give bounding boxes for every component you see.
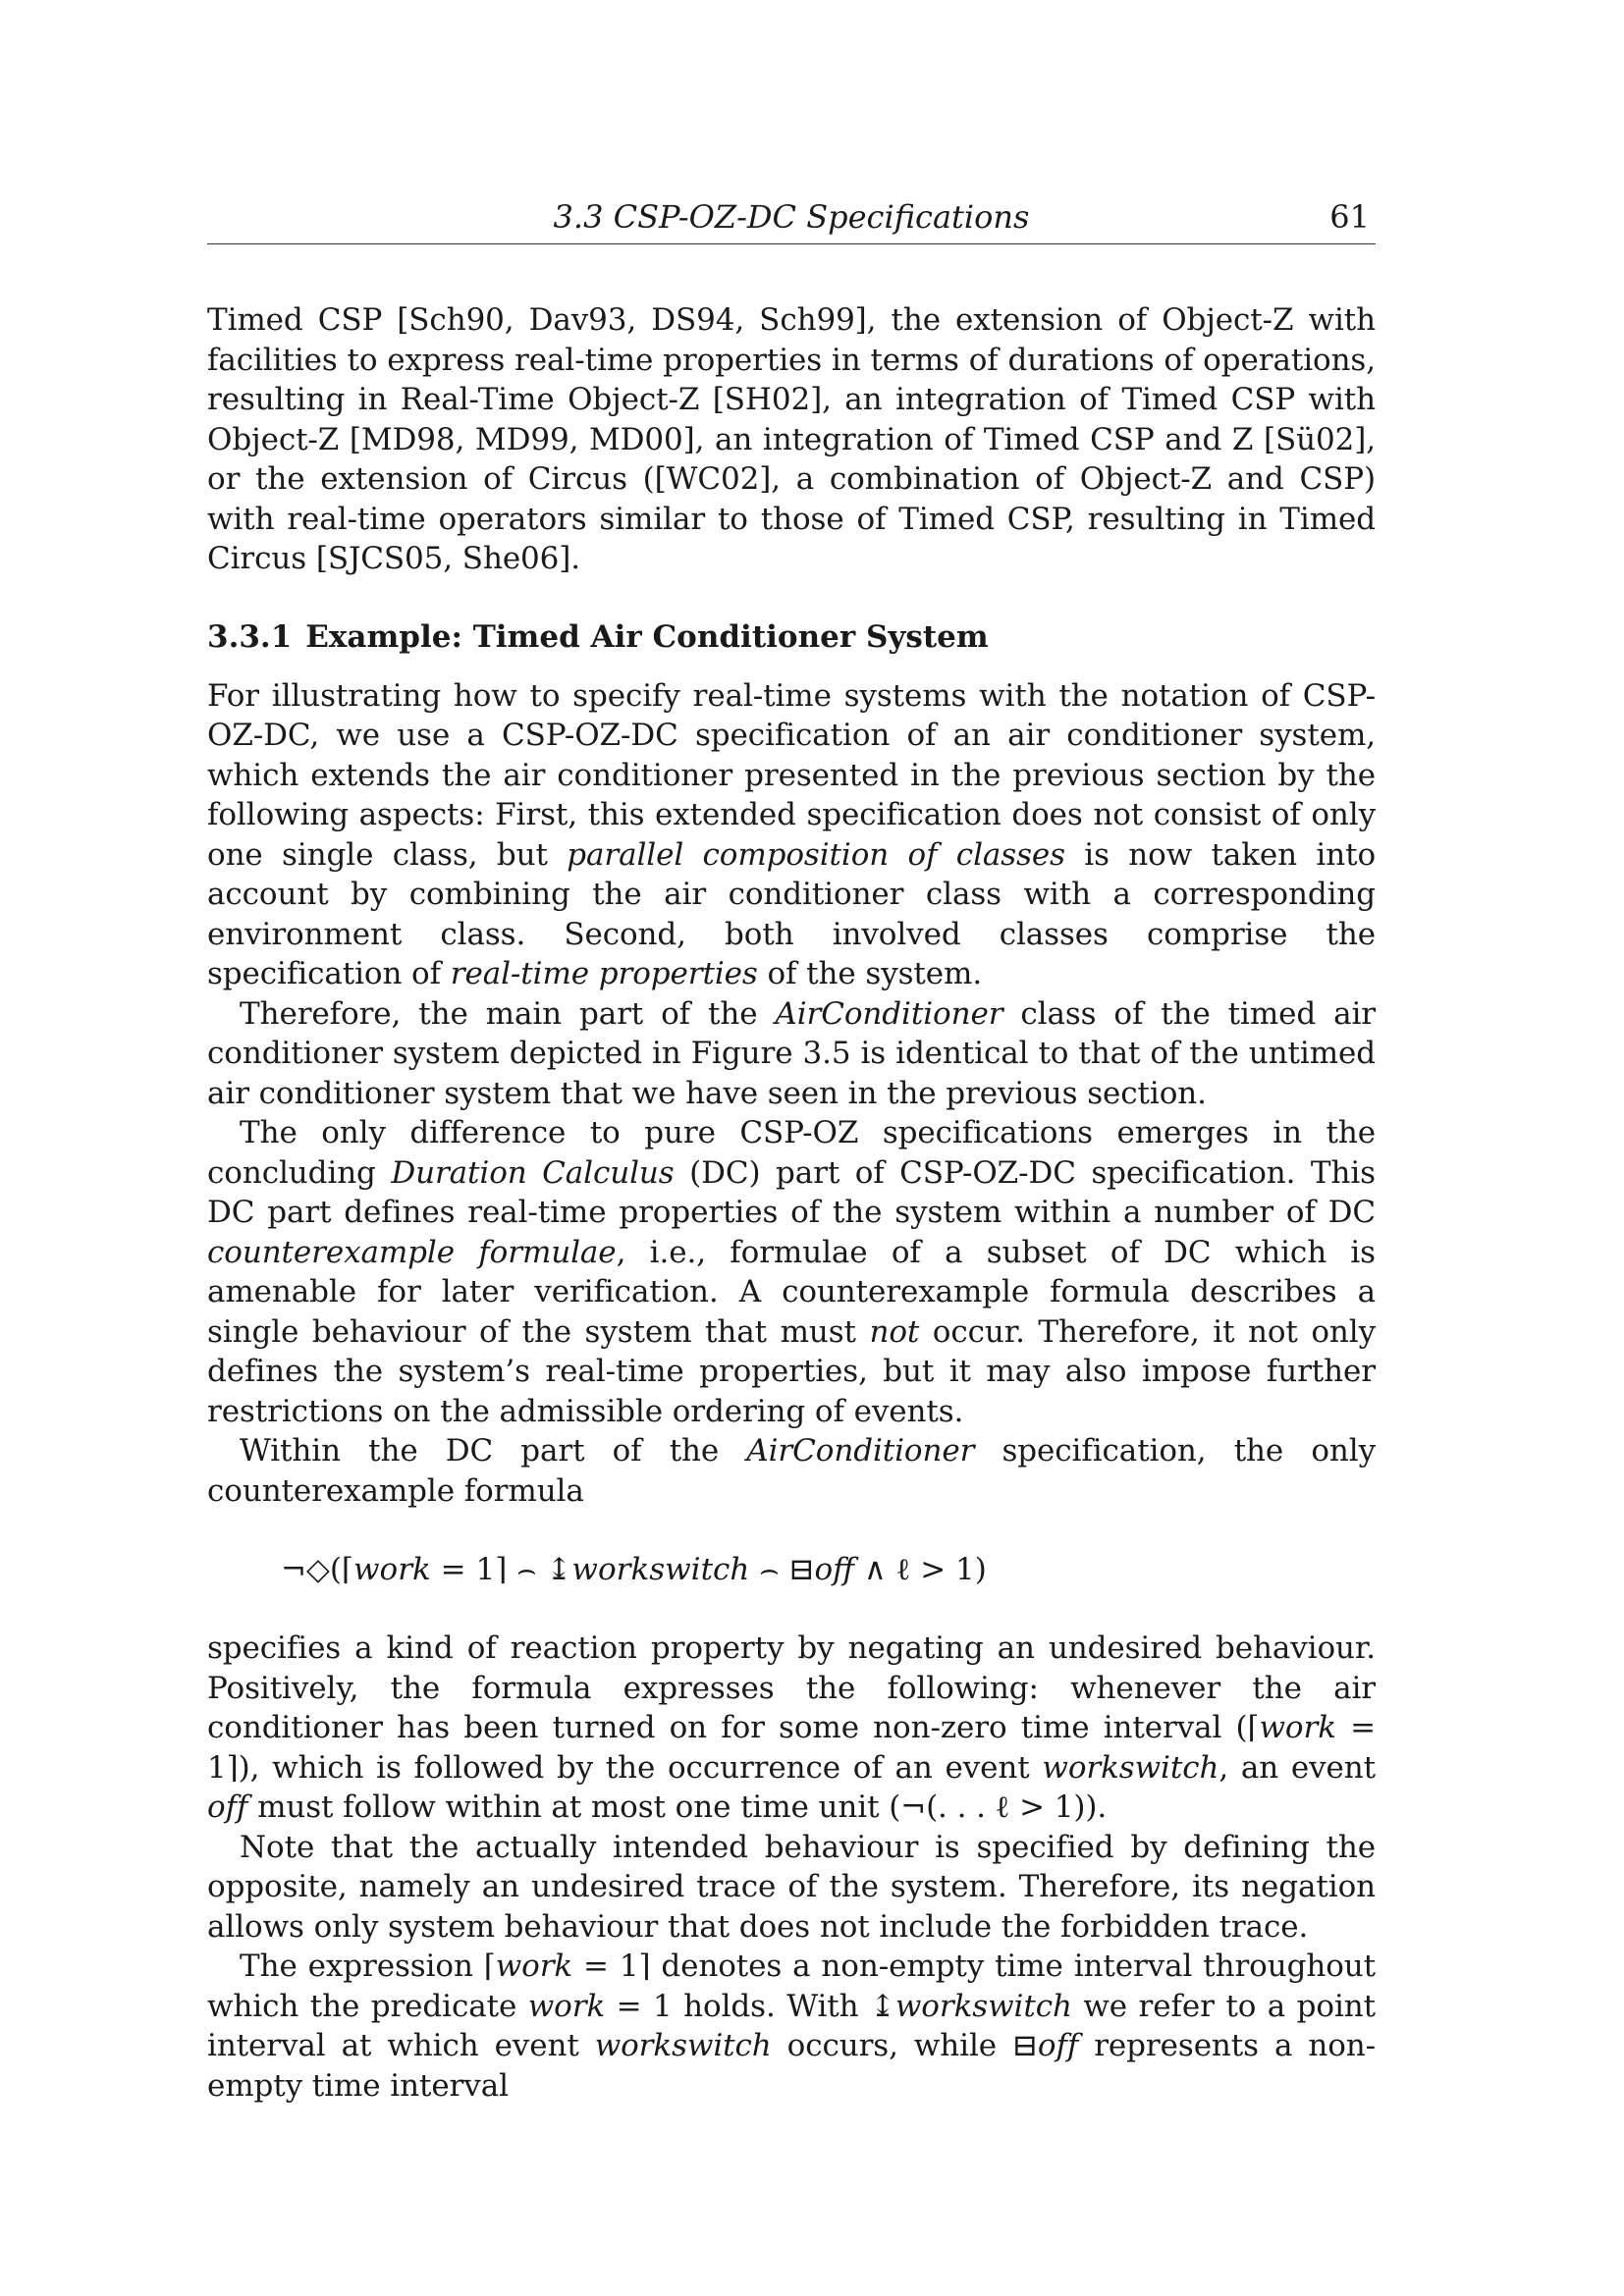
section-number: 3.3.1: [207, 618, 293, 655]
emphasis: AirConditioner: [746, 1433, 975, 1468]
text-run: class of the timed air conditioner system depicted in Figure 3.5 is identical to that of the untimed air conditioner system that we have seen in the previous section.: [207, 995, 1376, 1111]
running-header: [207, 194, 1376, 244]
paragraph-timed-extensions: Timed CSP [Sch90, Dav93, DS94, Sch99], the extension of Object-Z with facilities to express real-time properties in terms of durations of operations, resulting in Real-Time Object-Z [SH02], an integration of Timed CSP with Object-Z [MD98, MD99, MD00], an integration of Timed CSP and Z [Sü02], or the extension of Circus ([WC02], a combination of Object-Z and CSP) with real-time operators similar to those of Timed CSP, resulting in Timed Circus [SJCS05, She06].: [207, 302, 1376, 576]
emphasis: workswitch: [1042, 1749, 1219, 1786]
running-title: 3.3 CSP-OZ-DC Specifications: [553, 198, 1030, 236]
emphasis: work: [527, 1988, 606, 2024]
paragraph-expression-meaning: [207, 1947, 1376, 2106]
paragraph-example-intro: [207, 676, 1376, 994]
text-run: = 1⌉), which is followed by the occurrence of an event: [207, 1710, 1376, 1786]
text-run: Within the DC part of the: [240, 1433, 747, 1468]
body-text: [207, 300, 1376, 2106]
text-run: , i.e., formulae of a subset of DC which is amenable for later verification. A counterexample formula describes a single behaviour of the system that must: [207, 1234, 1376, 1350]
emphasis: workswitch: [894, 1988, 1072, 2024]
paragraph-formula-intro: [207, 1431, 1376, 1511]
paragraph-negation-note: Note that the actually intended behaviour is specified by defining the opposite, namely an undesired trace of the system. Therefore, its negation allows only system behaviour that does not include the forbidden trace.: [207, 1829, 1376, 1945]
text-run: Therefore, the main part of the: [240, 995, 776, 1032]
text-run: The expression ⌈: [240, 1949, 496, 1984]
text-run: represents a non-empty time interval: [207, 2028, 1376, 2104]
formula-part: ∧ ℓ > 1): [854, 1552, 987, 1587]
formula-variable: work: [353, 1552, 431, 1587]
emphasis: counterexample formulae: [207, 1234, 617, 1270]
formula-part: ¬◇(⌈: [281, 1552, 354, 1587]
text-run: , an event: [1218, 1749, 1377, 1786]
emphasis: work: [1259, 1710, 1336, 1745]
emphasis: AirConditioner: [775, 995, 1003, 1032]
paragraph-main-part: [207, 994, 1376, 1114]
emphasis: off: [1037, 2028, 1079, 2063]
emphasis: off: [207, 1789, 248, 1825]
text-run: specifies a kind of reaction property by negating an undesired behaviour. Positively, the formula expresses the following: whenever the air conditioner has been turned on for some non-zero time interval (⌈: [207, 1630, 1376, 1745]
formula-part: = 1⌉ ⌢ ↨: [430, 1552, 572, 1587]
text-run: of the system.: [757, 956, 983, 991]
text-run: occur. Therefore, it not only defines the system’s real-time properties, but it may also impose further restrictions on the admissible ordering of events.: [207, 1313, 1376, 1429]
section-title: Example: Timed Air Conditioner System: [305, 618, 989, 655]
text-run: occurs, while ⊟: [771, 2028, 1038, 2063]
dc-formula: [281, 1550, 1376, 1589]
emphasis: parallel composition of classes: [567, 836, 1065, 873]
formula-part: ⌢ ⊟: [749, 1552, 815, 1587]
text-run: must follow within at most one time unit (¬(. . . ℓ > 1)).: [247, 1789, 1108, 1825]
text-run: is now taken into account by combining the air conditioner class with a corresponding environment class. Second, both involved classes comprise the specification of: [207, 836, 1377, 991]
formula-variable: workswitch: [571, 1552, 750, 1587]
emphasis: work: [495, 1949, 573, 1984]
text-run: we refer to a point interval at which event: [207, 1988, 1376, 2063]
section-heading: [207, 617, 1376, 657]
formula-variable: off: [814, 1552, 855, 1587]
text-run: = 1 holds. With ↨: [605, 1988, 895, 2024]
text-run: (DC) part of CSP-OZ-DC specification. This DC part defines real-time properties of the system within a number of DC: [207, 1154, 1376, 1230]
paragraph-dc-part: [207, 1113, 1376, 1431]
emphasis: not: [869, 1313, 920, 1350]
emphasis: workswitch: [594, 2028, 772, 2063]
text-run: The only difference to pure CSP-OZ specifications emerges in the concluding: [207, 1115, 1376, 1191]
emphasis: Duration Calculus: [391, 1154, 675, 1191]
text-run: For illustrating how to specify real-time systems with the notation of CSP-OZ-DC, we use a CSP-OZ-DC specification of an air conditioner system, which extends the air conditioner presented in the previous section by the following aspects: First, this extended specification does not consist of only one single class, but: [207, 677, 1376, 873]
page-number: 61: [1329, 198, 1370, 236]
emphasis: real-time properties: [450, 956, 758, 991]
text-run: specification, the only counterexample formula: [207, 1433, 1376, 1509]
paragraph-formula-explanation: [207, 1629, 1376, 1828]
text-run: = 1⌉ denotes a non-empty time interval throughout which the predicate: [207, 1949, 1376, 2024]
